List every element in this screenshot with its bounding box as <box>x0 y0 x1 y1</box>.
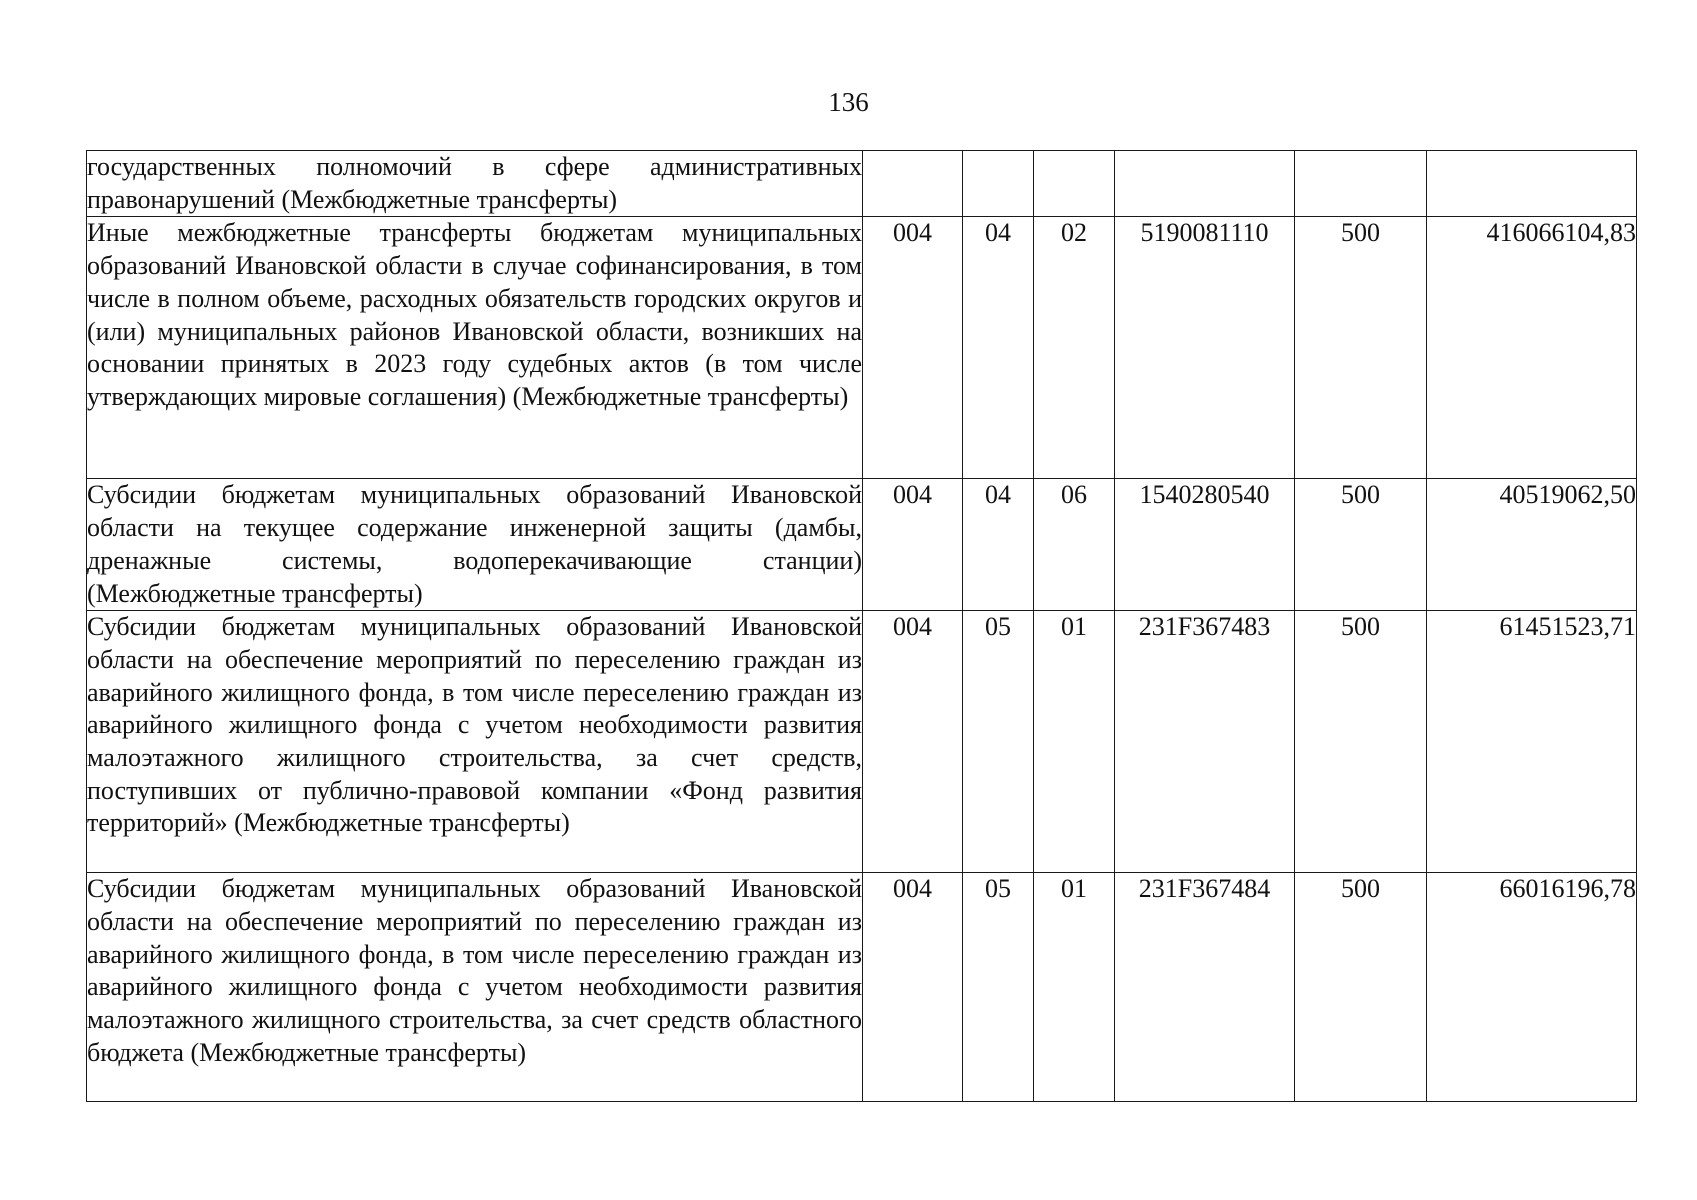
amount: 66016196,78 <box>1427 873 1637 1102</box>
ministry-code: 004 <box>863 611 963 873</box>
ministry-code <box>863 151 963 217</box>
section-code: 05 <box>963 873 1034 1102</box>
expense-type-code: 500 <box>1295 873 1427 1102</box>
target-article-code: 5190081110 <box>1115 217 1295 479</box>
amount: 416066104,83 <box>1427 217 1637 479</box>
row-description: Субсидии бюджетам муниципальных образований Ивановской области на обеспечение мероприятий по переселению граждан из аварийного жилищного фонда, в том числе переселению граждан из аварийного жилищного фонда с учетом необходимости развития малоэтажного жилищного строительства, за счет средств, поступивших от публично-правовой компании «Фонд развития территорий» (Межбюджетные трансферты) <box>87 611 863 873</box>
table-row <box>87 151 1637 217</box>
section-code: 04 <box>963 217 1034 479</box>
subsection-code: 01 <box>1034 873 1115 1102</box>
expense-type-code: 500 <box>1295 611 1427 873</box>
amount: 61451523,71 <box>1427 611 1637 873</box>
section-code: 04 <box>963 479 1034 611</box>
amount: 40519062,50 <box>1427 479 1637 611</box>
row-description: Субсидии бюджетам муниципальных образований Ивановской области на текущее содержание инженерной защиты (дамбы, дренажные системы, водоперекачивающие станции) (Межбюджетные трансферты) <box>87 479 863 611</box>
expense-type-code: 500 <box>1295 479 1427 611</box>
ministry-code: 004 <box>863 873 963 1102</box>
ministry-code: 004 <box>863 479 963 611</box>
table-row <box>87 611 1637 873</box>
target-article-code <box>1115 151 1295 217</box>
target-article-code: 231F367484 <box>1115 873 1295 1102</box>
expense-type-code: 500 <box>1295 217 1427 479</box>
subsection-code <box>1034 151 1115 217</box>
target-article-code: 1540280540 <box>1115 479 1295 611</box>
page-number: 136 <box>828 87 869 117</box>
row-description: Субсидии бюджетам муниципальных образований Ивановской области на обеспечение мероприятий по переселению граждан из аварийного жилищного фонда, в том числе переселению граждан из аварийного жилищного фонда с учетом необходимости развития малоэтажного жилищного строительства, за счет средств областного бюджета (Межбюджетные трансферты) <box>87 873 863 1102</box>
row-description: государственных полномочий в сфере административных правонарушений (Межбюджетные трансферты) <box>87 151 863 217</box>
ministry-code: 004 <box>863 217 963 479</box>
amount <box>1427 151 1637 217</box>
table-row <box>87 873 1637 1102</box>
budget-table <box>86 150 1637 1102</box>
table-row <box>87 479 1637 611</box>
subsection-code: 02 <box>1034 217 1115 479</box>
target-article-code: 231F367483 <box>1115 611 1295 873</box>
section-code: 05 <box>963 611 1034 873</box>
row-description: Иные межбюджетные трансферты бюджетам муниципальных образований Ивановской области в случае софинансирования, в том числе в полном объеме, расходных обязательств городских округов и (или) муниципальных районов Ивановской области, возникших на основании принятых в 2023 году судебных актов (в том числе утверждающих мировые соглашения) (Межбюджетные трансферты) <box>87 217 863 479</box>
subsection-code: 06 <box>1034 479 1115 611</box>
expense-type-code <box>1295 151 1427 217</box>
subsection-code: 01 <box>1034 611 1115 873</box>
section-code <box>963 151 1034 217</box>
table-row <box>87 217 1637 479</box>
